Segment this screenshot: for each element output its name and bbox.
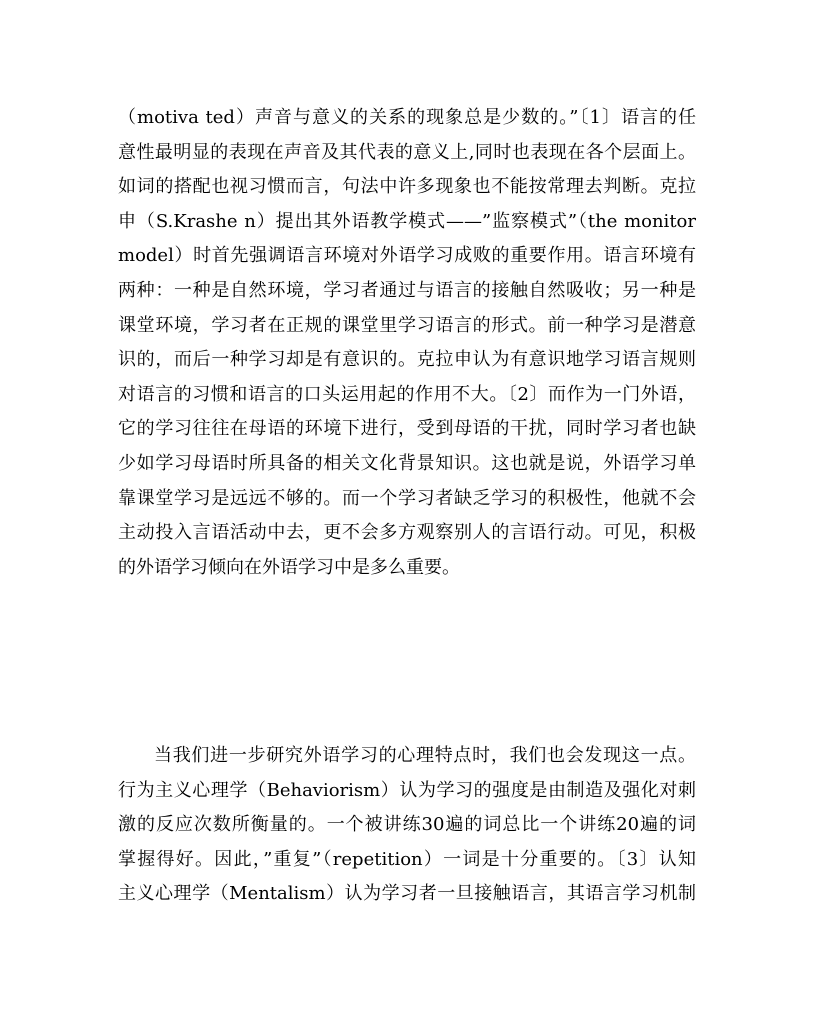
text-line: model）时首先强调语言环境对外语学习成败的重要作用。语言环境有 (118, 245, 696, 267)
text-line: 它的学习往往在母语的环境下进行，受到母语的干扰，同时学习者也缺 (118, 418, 696, 440)
paragraph-1 (118, 101, 696, 585)
text-line: 当我们进一步研究外语学习的心理特点时，我们也会发现这一点。 (154, 745, 696, 766)
text-line: 两种：一种是自然环境，学习者通过与语言的接触自然吸收；另一种是 (118, 279, 696, 301)
text-line: 主义心理学（Mentalism）认为学习者一旦接触语言，其语言学习机制 (118, 883, 696, 905)
paragraph-2 (118, 739, 696, 912)
text-line: 掌握得好。因此，”重复”（repetition）一词是十分重要的。〔3〕认知 (118, 848, 696, 870)
text-line: 意性最明显的表现在声音及其代表的意义上,同时也表现在各个层面上。 (118, 141, 696, 163)
text-line: 行为主义心理学（Behaviorism）认为学习的强度是由制造及强化对刺 (118, 779, 696, 801)
text-line: 激的反应次数所衡量的。一个被讲练30遍的词总比一个讲练20遍的词 (118, 814, 696, 836)
text-line: （motiva ted）声音与意义的关系的现象总是少数的。”〔1〕语言的任 (118, 107, 696, 128)
text-line: 靠课堂学习是远远不够的。而一个学习者缺乏学习的积极性，他就不会 (118, 487, 696, 509)
text-line: 对语言的习惯和语言的口头运用起的作用不大。〔2〕而作为一门外语， (118, 383, 696, 405)
text-line: 少如学习母语时所具备的相关文化背景知识。这也就是说，外语学习单 (118, 452, 696, 474)
text-line: 主动投入言语活动中去，更不会多方观察别人的言语行动。可见，积极 (118, 522, 696, 544)
text-line: 课堂环境，学习者在正规的课堂里学习语言的形式。前一种学习是潜意 (118, 314, 696, 336)
text-line: 如词的搭配也视习惯而言，句法中许多现象也不能按常理去判断。克拉 (118, 176, 696, 198)
text-line: 识的，而后一种学习却是有意识的。克拉申认为有意识地学习语言规则 (118, 349, 696, 371)
text-line: 的外语学习倾向在外语学习中是多么重要。 (118, 556, 460, 578)
text-line: 申（S.Krashe n）提出其外语教学模式——”监察模式”（the monitor (118, 210, 696, 232)
